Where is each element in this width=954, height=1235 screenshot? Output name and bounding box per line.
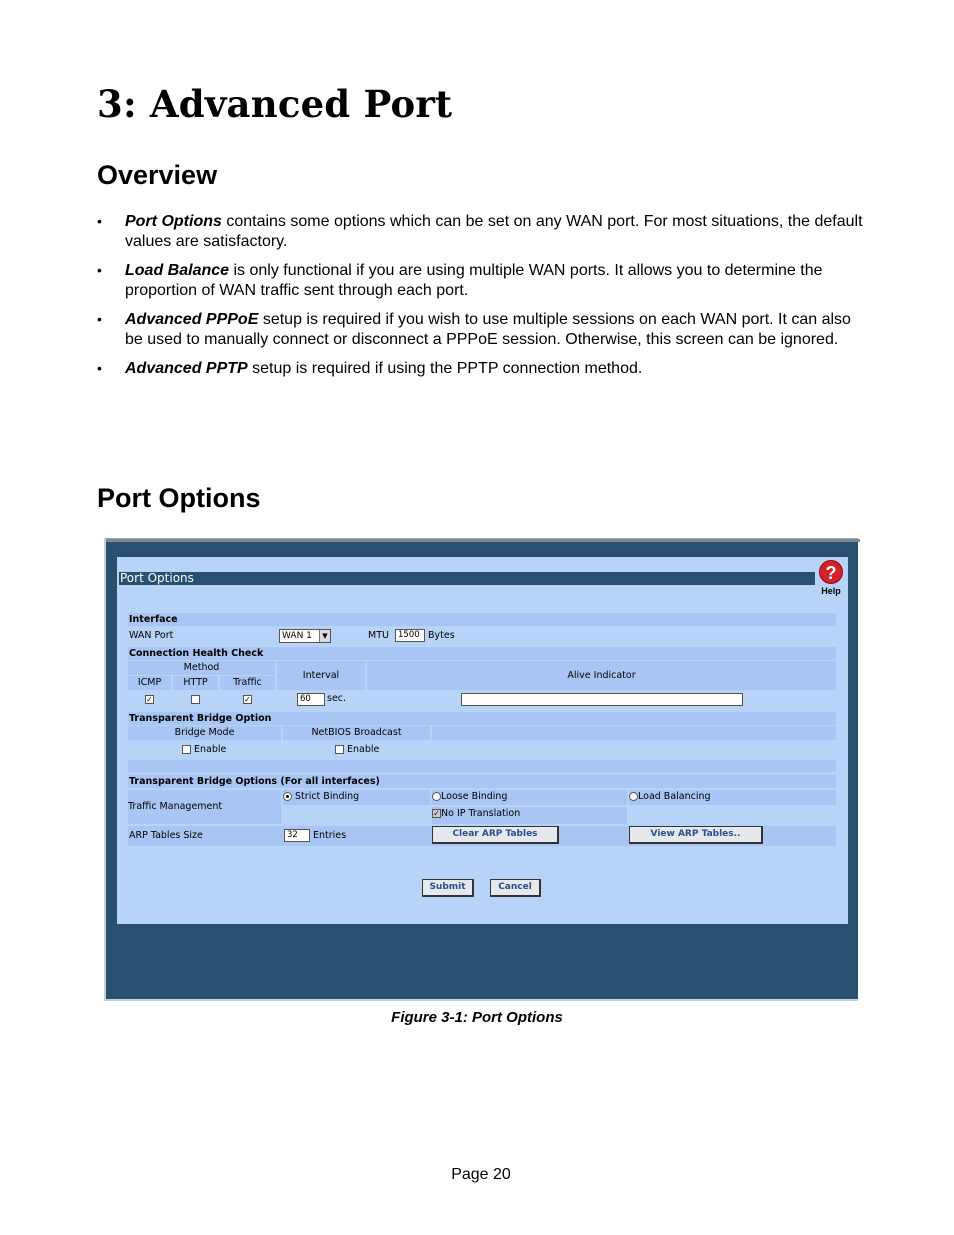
bullet-text: setup is required if using the PPTP connection method.	[247, 360, 643, 377]
port-options-heading: Port Options	[97, 483, 261, 513]
method-label: Method	[128, 661, 275, 675]
load-balancing-label: Load Balancing	[638, 791, 711, 802]
overview-list	[97, 212, 867, 389]
bullet-text: is only functional if you are using multiple WAN ports. It allows you to determine the proportion of WAN traffic sent through each port.	[125, 262, 823, 299]
health-section-header: Connection Health Check	[128, 647, 836, 660]
netbios-enable[interactable]	[335, 743, 379, 757]
netbios-label: NetBIOS Broadcast	[283, 726, 430, 740]
list-item: • Advanced PPPoE setup is required if you wish to use multiple sessions on each WAN port. It can also be used to manually connect or disconnect a PPPoE session. Otherwise, this screen can be ignored.	[97, 311, 851, 348]
interval-input[interactable]: 60	[297, 693, 325, 706]
enable-label: Enable	[194, 744, 227, 755]
icmp-checkbox[interactable]	[145, 693, 154, 707]
wan-port-label: WAN Port	[129, 630, 174, 641]
strict-binding-label: Strict Binding	[295, 791, 360, 802]
traffic-management-label: Traffic Management	[128, 790, 281, 824]
enable-label: Enable	[347, 744, 380, 755]
clear-arp-button[interactable]: Clear ARP Tables	[432, 826, 559, 844]
arp-size-label: ARP Tables Size	[129, 830, 203, 841]
help-button[interactable]	[817, 560, 845, 596]
bullet-term: Advanced PPPoE	[125, 311, 259, 328]
traffic-label: Traffic	[220, 676, 275, 690]
chevron-down-icon[interactable]: ▼	[319, 630, 330, 642]
alive-indicator-label: Alive Indicator	[367, 661, 836, 690]
page-heading: 3: Advanced Port	[97, 82, 453, 126]
bridge-header-filler	[432, 726, 836, 740]
load-balancing-option[interactable]	[629, 790, 836, 805]
traffic-checkbox[interactable]	[243, 693, 252, 707]
no-ip-translation-option[interactable]	[432, 807, 627, 824]
help-icon: ?	[819, 560, 843, 584]
icmp-label: ICMP	[128, 676, 171, 690]
alive-indicator-field	[461, 693, 743, 706]
empty-checkbox-icon	[182, 745, 191, 754]
empty-checkbox-icon	[191, 695, 200, 704]
bridge-section-header: Transparent Bridge Option	[128, 712, 836, 725]
list-item: • Advanced PPTP setup is required if using the PPTP connection method.	[97, 360, 643, 377]
bullet-term: Port Options	[125, 213, 222, 230]
page-number: Page 20	[451, 1166, 511, 1183]
loose-binding-option[interactable]	[432, 790, 627, 805]
bullet-term: Load Balance	[125, 262, 230, 279]
bridge-all-section-header: Transparent Bridge Options (For all interfaces)	[128, 775, 836, 788]
cancel-button[interactable]: Cancel	[490, 879, 541, 897]
port-options-screenshot	[104, 538, 858, 1001]
spacer-bar	[128, 760, 836, 772]
bullet-term: Advanced PPTP	[125, 360, 248, 377]
bridge-mode-label: Bridge Mode	[128, 726, 281, 740]
check-icon: ✓	[244, 695, 251, 704]
window-title: Port Options	[119, 572, 815, 585]
arp-size-unit: Entries	[313, 830, 347, 841]
wan-port-select[interactable]	[279, 629, 331, 643]
overview-heading: Overview	[97, 160, 218, 190]
loose-binding-label: Loose Binding	[441, 791, 508, 802]
radio-selected-icon	[283, 792, 292, 801]
interval-unit: sec.	[327, 693, 347, 704]
check-icon: ✓	[433, 809, 440, 818]
wan-port-value: WAN 1	[282, 631, 312, 641]
empty-checkbox-icon	[335, 745, 344, 754]
mtu-unit: Bytes	[428, 630, 455, 641]
help-label: Help	[821, 586, 841, 596]
http-checkbox[interactable]	[191, 693, 200, 707]
mtu-label: MTU	[368, 630, 389, 641]
radio-icon	[629, 792, 638, 801]
list-item: • Port Options contains some options which can be set on any WAN port. For most situations, the default values are satisfactory.	[97, 213, 863, 250]
check-icon: ✓	[146, 695, 153, 704]
submit-button[interactable]: Submit	[422, 879, 474, 897]
figure-caption: Figure 3-1: Port Options	[391, 1009, 563, 1026]
strict-binding-option[interactable]	[283, 790, 430, 805]
http-label: HTTP	[173, 676, 218, 690]
no-ip-translation-label: No IP Translation	[441, 808, 521, 819]
arp-size-input[interactable]: 32	[284, 829, 310, 842]
interval-label: Interval	[277, 661, 365, 690]
view-arp-button[interactable]: View ARP Tables..	[629, 826, 763, 844]
bullet-text: setup is required if you wish to use multiple sessions on each WAN port. It can also be used to manually connect or disconnect a PPPoE session. Otherwise, this screen can be ignored.	[125, 311, 851, 348]
settings-panel	[117, 557, 848, 924]
radio-icon	[432, 792, 441, 801]
interface-section-header: Interface	[128, 613, 836, 626]
mtu-input[interactable]: 1500	[395, 629, 425, 642]
bridge-mode-enable[interactable]	[182, 743, 226, 757]
list-item: • Load Balance is only functional if you are using multiple WAN ports. It allows you to determine the proportion of WAN traffic sent through each port.	[97, 262, 823, 299]
bullet-text: contains some options which can be set on any WAN port. For most situations, the default values are satisfactory.	[125, 213, 863, 250]
